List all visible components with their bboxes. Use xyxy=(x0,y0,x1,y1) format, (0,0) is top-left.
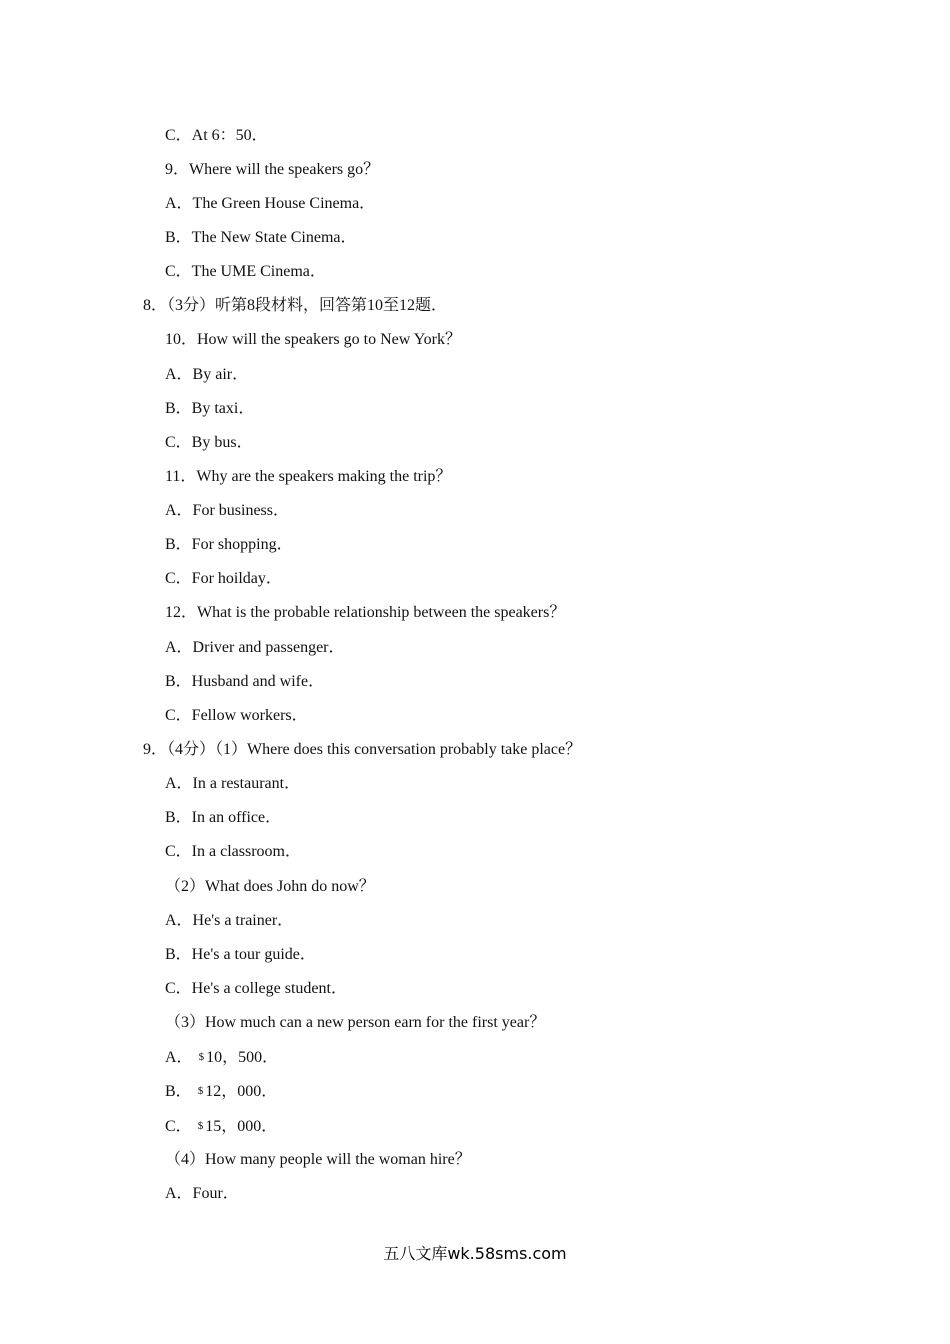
section-heading: 8．（3分）听第8段材料，回答第10至12题． xyxy=(143,297,448,314)
option-line: B．For shopping． xyxy=(165,536,293,553)
question-line: （3）How much can a new person earn for the first year？ xyxy=(165,1014,546,1031)
option-line: A．Four． xyxy=(165,1185,239,1202)
section-heading: 9．（4分）（1）Where does this conversation probably take place？ xyxy=(143,741,582,758)
option-line: A．For business． xyxy=(165,502,290,519)
currency-symbol: $ xyxy=(197,1085,204,1097)
option-line: B．In an office． xyxy=(165,809,282,826)
footer-watermark: 五八文库wk.58sms.com xyxy=(383,1244,567,1263)
option-line: B．The New State Cinema． xyxy=(165,229,357,246)
option-line: A．The Green House Cinema． xyxy=(165,195,376,212)
question-line: 9．Where will the speakers go？ xyxy=(165,161,380,178)
option-label: B． xyxy=(165,1083,192,1100)
question-line: （2）What does John do now？ xyxy=(165,878,375,895)
currency-symbol: $ xyxy=(198,1051,205,1063)
currency-symbol: $ xyxy=(197,1120,204,1132)
option-line: C．The UME Cinema． xyxy=(165,263,326,280)
option-line: C．He's a college student． xyxy=(165,980,347,997)
option-label: A． xyxy=(165,1049,193,1066)
option-label: C． xyxy=(165,1118,192,1135)
option-line: B．By taxi． xyxy=(165,400,255,417)
option-line xyxy=(165,1116,277,1137)
option-line xyxy=(165,1081,277,1102)
question-line: 11．Why are the speakers making the trip？ xyxy=(165,468,452,485)
option-amount: 15，000． xyxy=(205,1118,278,1135)
option-line: C．For hoilday． xyxy=(165,570,282,587)
option-line: C．Fellow workers． xyxy=(165,707,308,724)
option-line: A．He's a trainer． xyxy=(165,912,294,929)
option-line: C．By bus． xyxy=(165,434,253,451)
option-line: A．In a restaurant． xyxy=(165,775,301,792)
option-amount: 10，500． xyxy=(206,1049,279,1066)
question-line: （4）How many people will the woman hire？ xyxy=(165,1151,471,1168)
option-line xyxy=(165,1047,278,1068)
option-line: B．He's a tour guide． xyxy=(165,946,316,963)
question-line: 10．How will the speakers go to New York？ xyxy=(165,331,461,348)
option-line: A．By air． xyxy=(165,366,249,383)
option-amount: 12，000． xyxy=(205,1083,278,1100)
option-line: C．In a classroom． xyxy=(165,843,301,860)
option-line: B．Husband and wife． xyxy=(165,673,325,690)
option-line: A．Driver and passenger． xyxy=(165,639,345,656)
question-line: 12．What is the probable relationship between the speakers？ xyxy=(165,604,566,621)
option-line: C．At 6：50． xyxy=(165,127,268,144)
